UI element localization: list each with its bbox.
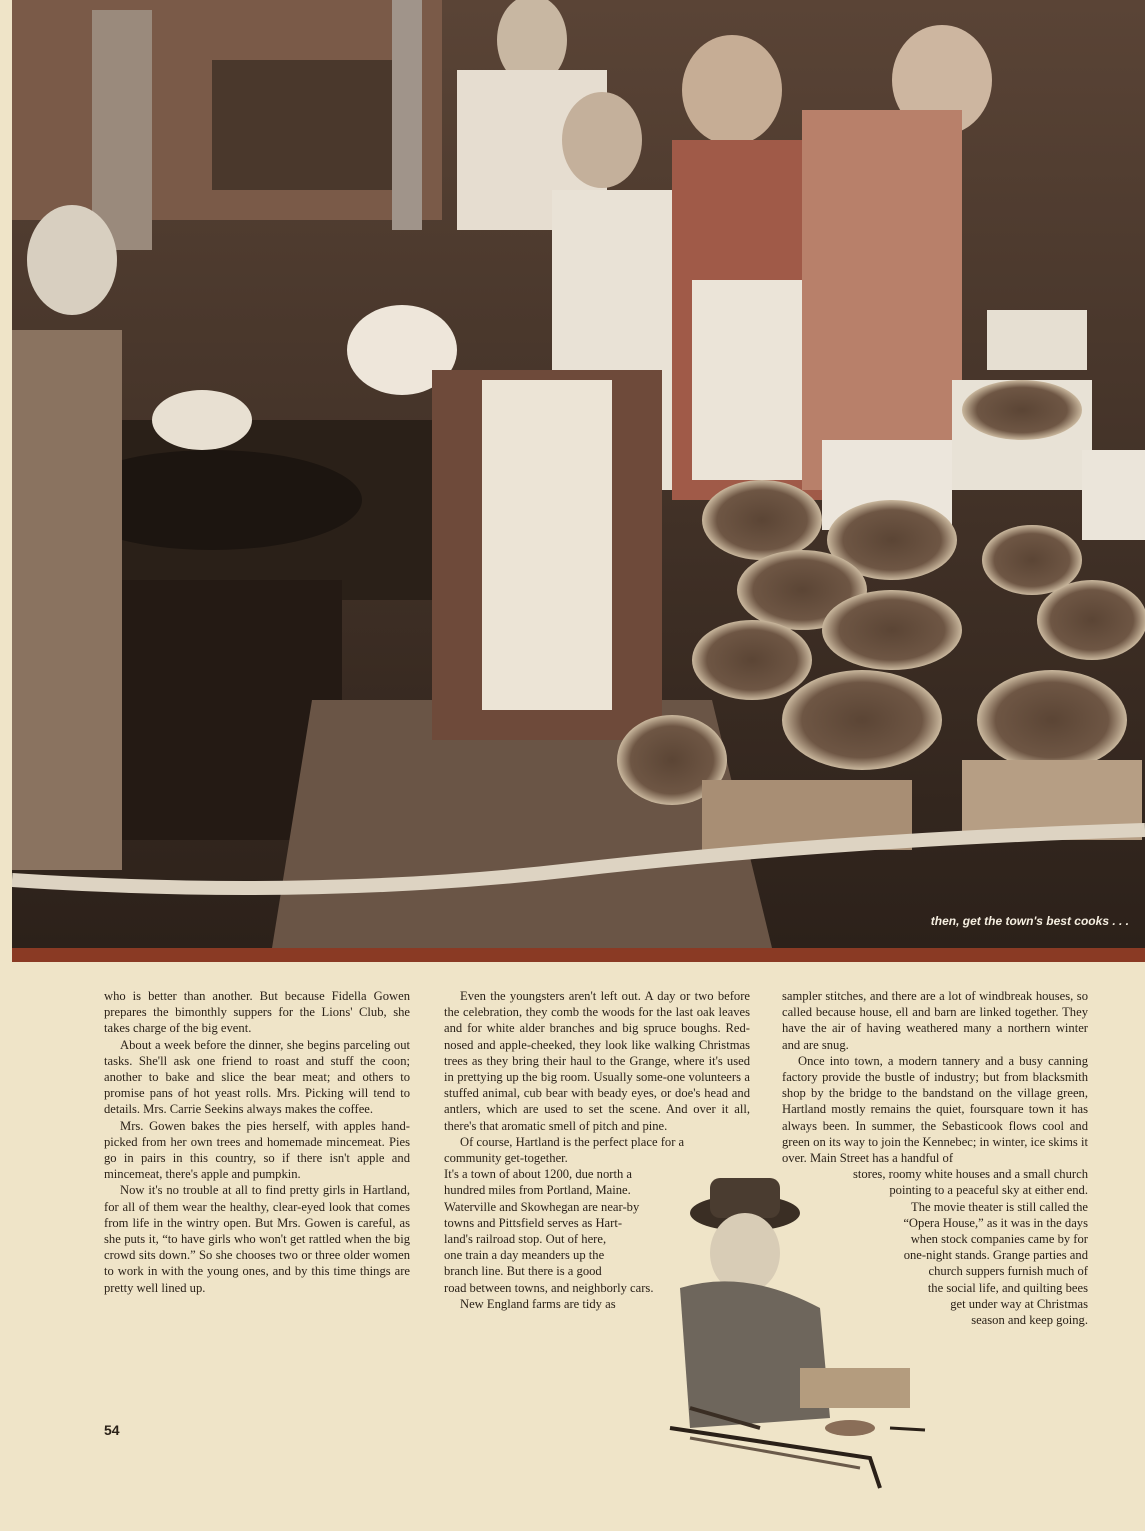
- col2-line: towns and Pittsfield serves as Hart-: [444, 1215, 623, 1230]
- photo-caption: then, get the town's best cooks . . .: [930, 914, 1129, 928]
- carving-man-illustration: [650, 1168, 930, 1498]
- col3-line: “Opera House,” as it was in the days: [903, 1215, 1088, 1230]
- col3-line: church suppers furnish much of: [928, 1264, 1088, 1279]
- col1-para-1: who is better than another. But because Fidella Gowen prepares the bimonthly suppers for the Lions' Club, she takes charge of the big event.: [104, 989, 410, 1036]
- col2-para-2: Of course, Hartland is the perfect place for a community get-together.: [444, 1134, 685, 1166]
- col2-line: branch line. But there is a good: [444, 1264, 602, 1279]
- col2-line: hundred miles from Portland, Maine.: [444, 1183, 631, 1198]
- col3-para-1: sampler stitches, and there are a lot of windbreak houses, so called because house, ell and barn are linked together. They have the air of having weathered many a northern winter and are snug.: [782, 989, 1088, 1052]
- page-number: 54: [104, 1422, 120, 1438]
- column-1: [104, 988, 410, 1296]
- col3-line: pointing to a peaceful sky at either end.: [889, 1183, 1088, 1198]
- col3-line: The movie theater is still called the: [911, 1199, 1088, 1214]
- col3-line: one-night stands. Grange parties and: [903, 1248, 1088, 1263]
- col1-para-3: Mrs. Gowen bakes the pies herself, with apples hand-picked from her own trees and homemade mincemeat. Pies go in pairs in this country, so if there isn't apple and mincemeat, there's apple and pumpkin.: [104, 1118, 410, 1182]
- col3-line: get under way at Christmas: [950, 1296, 1088, 1311]
- col2-line: It's a town of about 1200, due north a: [444, 1167, 632, 1182]
- col1-para-2: About a week before the dinner, she begins parceling out tasks. She'll ask one friend to roast and stuff the coon; another to bake and slice the bear meat; and others to promise pans of hot yeast rolls. Mrs. Picking will tend to details. Mrs. Carrie Seekins always makes the coffee.: [104, 1037, 410, 1117]
- col2-line: road between towns, and neighborly cars.: [444, 1280, 654, 1295]
- col2-para-1: Even the youngsters aren't left out. A day or two before the celebration, they comb the woods for the last oak leaves and for white alder branches and big spruce boughs. Red-nosed and apple-cheeked, they look like walking Christmas trees as they bring their haul to the Grange, where it's used in prettying up the big room. Usually some-one volunteers a stuffed animal, cub bear with beady eyes, or doe's head and antlers, which are used to set the scene. And over it all, there's that aromatic smell of pitch and pine.: [444, 989, 750, 1133]
- divider-band: [12, 948, 1145, 962]
- col2-line: land's railroad stop. Out of here,: [444, 1232, 607, 1247]
- col2-line: Waterville and Skowhegan are near-by: [444, 1199, 640, 1214]
- photo-illustration: [12, 0, 1145, 948]
- cooks-photo: [12, 0, 1145, 948]
- col3-para-2: Once into town, a modern tannery and a busy canning factory provide the bustle of industry; but from blacksmith shop by the bridge to the bandstand on the village green, Hartland mostly remains the quiet, foursquare town it has always been. In summer, the Sebasticook flows cool and green on its way to join the Kennebec; in winter, ice skims it over. Main Street has a handful of: [782, 1053, 1088, 1166]
- col3-line: season and keep going.: [971, 1313, 1088, 1328]
- col1-para-4: Now it's no trouble at all to find pretty girls in Hartland, for all of them wear the healthy, clear-eyed look that comes from life in the wintry open. But Mrs. Gowen is careful, as she puts it, “to have girls who won't get rattled when the big crowd sits down.” So she chooses two or three older women to work in with the young ones, and by this time things are pretty well lined up.: [104, 1183, 410, 1295]
- col2-line: New England farms are tidy as: [460, 1296, 616, 1311]
- col3-line: the social life, and quilting bees: [927, 1280, 1088, 1295]
- col2-line: one train a day meanders up the: [444, 1248, 605, 1263]
- col3-line: stores, roomy white houses and a small church: [852, 1167, 1088, 1182]
- col3-line: when stock companies came by for: [910, 1232, 1088, 1247]
